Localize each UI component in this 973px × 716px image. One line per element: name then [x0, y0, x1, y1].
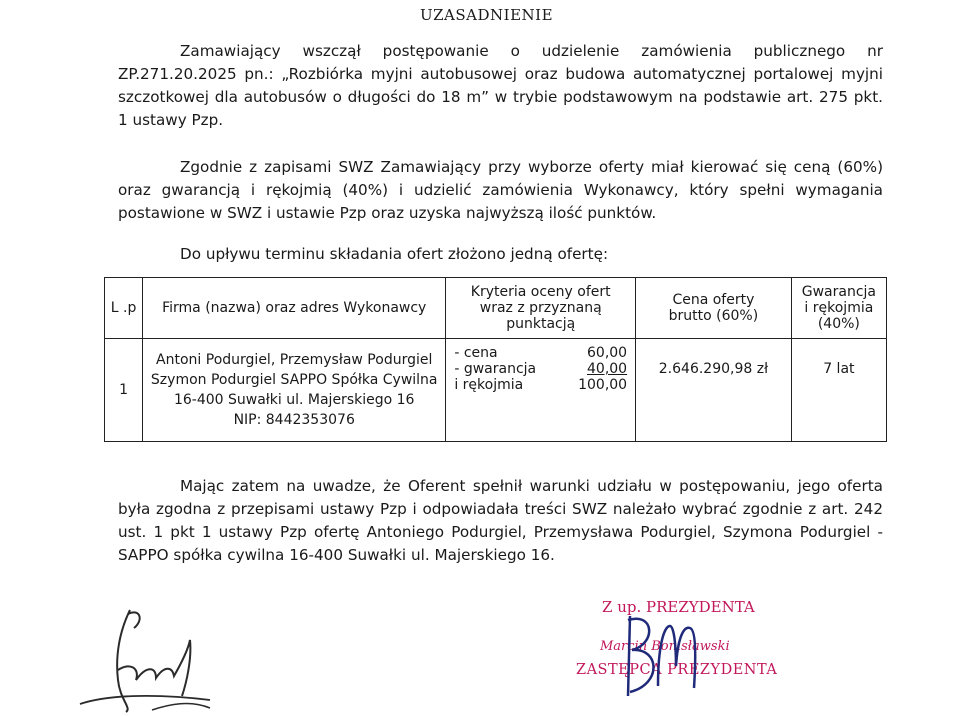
cell-price: 2.646.290,98 zł	[636, 339, 792, 442]
document-heading: UZASADNIENIE	[419, 6, 554, 24]
stamp-line-title: ZASTĘPCA PREZYDENTA	[576, 662, 778, 678]
paragraph-evaluation-criteria: Zgodnie z zapisami SWZ Zamawiający przy wyborze oferty miał kierować się ceną (60%) oraz gwarancją i rękojmią (40%) i udzielić zamówienia Wykonawcy, który spełni wymagania postawione w SWZ i ustawie Pzp oraz uzyska najwyższą ilość punktów.	[118, 158, 883, 222]
table-row	[105, 339, 887, 442]
paragraph-decision: Mając zatem na uwadze, że Oferent spełnił warunki udziału w postępowaniu, jego oferta była zgodna z przepisami ustawy Pzp i odpowiadała treści SWZ należało wybrać zgodnie z art. 242 ust. 1 pkt 1 ustawy Pzp ofertę Antoniego Podurgiel, Przemysława Podurgiel, Szymona Podurgiel - SAPPO spółka cywilna 16-400 Suwałki ul. Majerskiego 16.	[118, 477, 883, 564]
criteria-block	[446, 345, 635, 393]
firm-line: NIP: 8442353076	[233, 412, 355, 428]
header-price: Cena oferty brutto (60%)	[636, 278, 792, 339]
stamp-name: Marcin Bonisławski	[600, 639, 730, 654]
header-lp: L .p	[105, 278, 143, 339]
table-header-row	[105, 278, 887, 339]
header-warranty: Gwarancja i rękojmia (40%)	[791, 278, 886, 339]
cell-lp: 1	[105, 339, 143, 442]
handwritten-signature	[60, 600, 260, 716]
cell-criteria	[446, 339, 636, 442]
firm-line: Szymon Podurgiel SAPPO Spółka Cywilna	[150, 372, 438, 388]
firm-line: Antoni Podurgiel, Przemysław Podurgiel	[156, 352, 433, 368]
paragraph-offers-count: Do upływu terminu składania ofert złożono jedną ofertę:	[180, 245, 609, 263]
criteria-labels: - cena - gwarancja i rękojmia	[454, 345, 537, 393]
firm-line: 16-400 Suwałki ul. Majerskiego 16	[173, 392, 415, 408]
paragraph-procurement-intro: Zamawiający wszczął postępowanie o udzielenie zamówienia publicznego nr ZP.271.20.2025 pn.: „Rozbiórka myjni autobusowej oraz budowa automatycznej portalowej myjni szczotkowej dla autobusów o długości do 18 m” w trybie podstawowym na podstawie art. 275 pkt. 1 ustawy Pzp.	[118, 42, 883, 129]
blue-signature	[610, 606, 710, 706]
header-criteria: Kryteria oceny ofert wraz z przyznaną punktacją	[446, 278, 636, 339]
stamp-line-authorization: Z up. PREZYDENTA	[602, 598, 755, 616]
criteria-points: 60,00 40,00 100,00	[578, 345, 628, 393]
offers-table	[104, 277, 887, 442]
header-firm: Firma (nazwa) oraz adres Wykonawcy	[143, 278, 446, 339]
cell-warranty: 7 lat	[791, 339, 886, 442]
cell-firm	[143, 339, 446, 442]
